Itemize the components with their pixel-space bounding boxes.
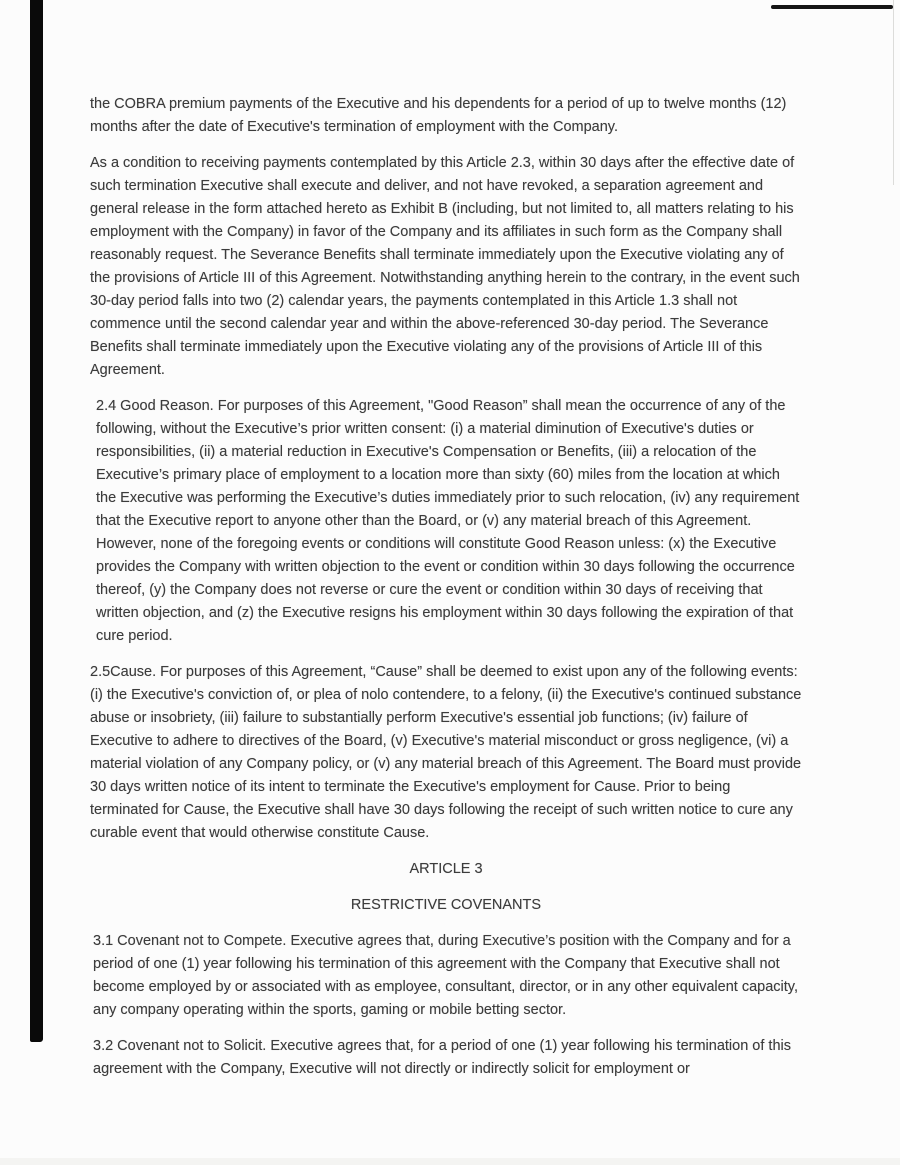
scan-artifact-left-bar	[30, 0, 43, 1042]
paragraph-severance-conditions: As a condition to receiving payments contemplated by this Article 2.3, within 30 days after the effective date of such termination Executive shall execute and deliver, and not have revoked, a separation agreement and general release in the form attached hereto as Exhibit B (including, but not limited to, all matters relating to his employment with the Company) in favor of the Company and its affiliates in such form as the Company shall reasonably request. The Severance Benefits shall terminate immediately upon the Executive violating any of the provisions of Article III of this Agreement. Notwithstanding anything herein to the contrary, in the event such 30-day period falls into two (2) calendar years, the payments contemplated in this Article 1.3 shall not commence until the second calendar year and within the above-referenced 30-day period. The Severance Benefits shall terminate immediately upon the Executive violating any of the provisions of Article III of this Agreement.	[90, 155, 800, 378]
scan-artifact-bottom-band	[0, 1158, 900, 1165]
heading-restrictive-covenants: RESTRICTIVE COVENANTS	[350, 897, 542, 913]
section-2-4-good-reason: 2.4 Good Reason. For purposes of this Agreement, "Good Reason” shall mean the occurrence of any of the following, without the Executive’s prior written consent: (i) a material diminution of Executive's duties or responsibilities, (ii) a material reduction in Executive's Compensation or Benefits, (iii) a relocation of the Executive’s primary place of employment to a location more than sixty (60) miles from the location at which the Executive was performing the Executive’s duties immediately prior to such relocation, (iv) any requirement that the Executive report to anyone other than the Board, or (v) any material breach of this Agreement. However, none of the foregoing events or conditions will constitute Good Reason unless: (x) the Executive provides the Company with written objection to the event or condition within 30 days following the occurrence thereof, (y) the Company does not reverse or cure the event or condition within 30 days of receiving that written objection, and (z) the Executive resigns his employment within 30 days following the expiration of that cure period.	[96, 398, 800, 644]
heading-article-3: ARTICLE 3	[409, 861, 483, 877]
scan-artifact-right-edge	[893, 0, 894, 185]
paragraph-cobra-premium: the COBRA premium payments of the Executive and his dependents for a period of up to twelve months (12) months after the date of Executive's termination of employment with the Company.	[90, 96, 787, 135]
scan-artifact-top-right-line	[771, 5, 893, 9]
section-3-2-covenant-not-to-solicit: 3.2 Covenant not to Solicit. Executive agrees that, for a period of one (1) year following his termination of this agreement with the Company, Executive will not directly or indirectly solicit for employment or	[93, 1038, 791, 1077]
document-body	[90, 93, 802, 1094]
section-2-5-cause: 2.5Cause. For purposes of this Agreement, “Cause” shall be deemed to exist upon any of the following events: (i) the Executive's conviction of, or plea of nolo contendere, to a felony, (ii) the Executive's continued substance abuse or insobriety, (iii) failure to substantially perform Executive's essential job functions; (iv) failure of Executive to adhere to directives of the Board, (v) Executive's material misconduct or gross negligence, (vi) a material violation of any Company policy, or (v) any material breach of this Agreement. The Board must provide 30 days written notice of its intent to terminate the Executive's employment for Cause. Prior to being terminated for Cause, the Executive shall have 30 days following the receipt of such written notice to cure any curable event that would otherwise constitute Cause.	[90, 664, 802, 841]
section-3-1-covenant-not-to-compete: 3.1 Covenant not to Compete. Executive agrees that, during Executive’s position with the Company and for a period of one (1) year following his termination of this agreement with the Company that Executive shall not become employed by or associated with as employee, consultant, director, or in any other equivalent capacity, any company operating within the sports, gaming or mobile betting sector.	[93, 933, 798, 1018]
